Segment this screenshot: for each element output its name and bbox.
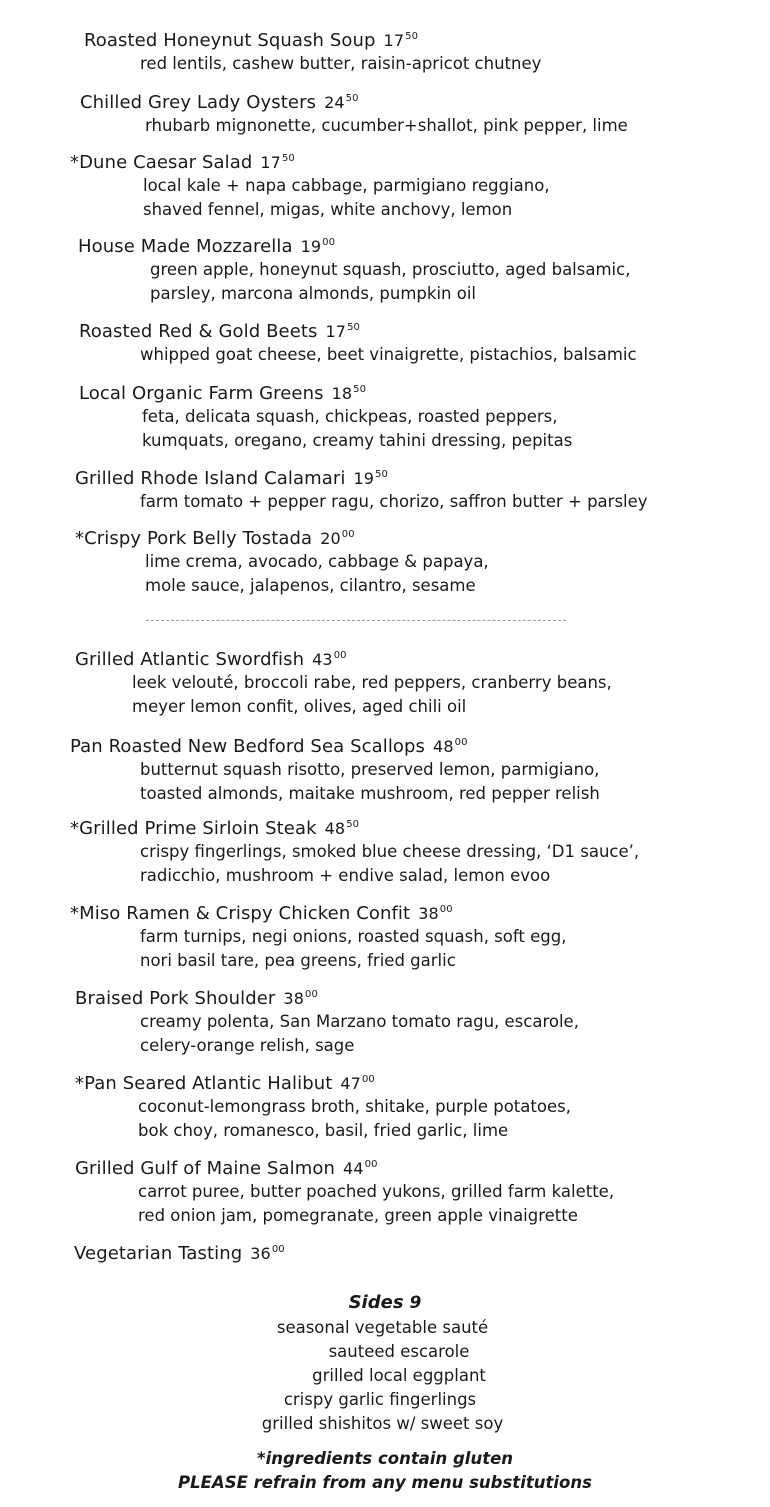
menu-item-description: nori basil tare, pea greens, fried garlic (140, 951, 456, 970)
menu-item (0, 464, 648, 514)
menu-item-description: parsley, marcona almonds, pumpkin oil (150, 284, 477, 303)
price-dollars: 17 (325, 322, 347, 341)
menu-item (0, 88, 628, 138)
menu-item-price (418, 904, 453, 923)
menu-item (0, 232, 630, 306)
price-cents: 00 (304, 989, 318, 1000)
menu-item-description: leek velouté, broccoli rabe, red peppers, cranberry beans, (132, 673, 612, 692)
menu-item-price (324, 93, 359, 112)
menu-item-price (320, 529, 355, 548)
price-cents: 00 (439, 904, 453, 915)
price-cents: 50 (405, 31, 419, 42)
price-dollars: 18 (331, 384, 353, 403)
menu-item-price (332, 384, 367, 403)
menu-item (0, 732, 600, 806)
menu-item-description: red lentils, cashew butter, raisin-apricot chutney (140, 54, 542, 73)
menu-item-description: mole sauce, jalapenos, cilantro, sesame (145, 576, 476, 595)
price-dollars: 17 (260, 153, 281, 172)
menu-item-title (80, 88, 628, 114)
menu-item-description: rhubarb mignonette, cucumber+shallot, pink pepper, lime (145, 116, 628, 135)
menu-item-name: Grilled Gulf of Maine Salmon (75, 1158, 336, 1179)
menu-item-description: butternut squash risotto, preserved lemon, parmigiano, (140, 760, 600, 779)
price-cents: 50 (353, 384, 367, 395)
menu-item-name: Roasted Honeynut Squash Soup (84, 30, 376, 51)
menu-item-description: local kale + napa cabbage, parmigiano reggiano, (143, 176, 550, 195)
menu-item-title (70, 732, 600, 758)
menu-item-name: Grilled Rhode Island Calamari (75, 468, 346, 489)
menu-item-name: Local Organic Farm Greens (79, 383, 324, 404)
sides-heading (0, 1290, 770, 1316)
menu-item-name: Pan Roasted New Bedford Sea Scallops (70, 736, 426, 757)
menu-item-price (340, 1074, 375, 1093)
menu-item-price (354, 469, 389, 488)
menu-item-price (301, 237, 336, 256)
menu-item-description: toasted almonds, maitake mushroom, red pepper relish (140, 784, 600, 803)
menu-item-price (283, 989, 318, 1008)
price-cents: 00 (364, 1159, 378, 1170)
price-cents: 00 (322, 237, 336, 248)
sides-section (0, 1290, 770, 1436)
menu-item-title (75, 984, 579, 1010)
menu-item (0, 26, 541, 76)
menu-item-description: lime crema, avocado, cabbage & papaya, (145, 552, 489, 571)
menu-item-description: kumquats, oregano, creamy tahini dressing, pepitas (142, 431, 573, 450)
side-item: grilled local eggplant (312, 1366, 486, 1385)
side-item: seasonal vegetable sauté (276, 1318, 489, 1337)
sides-title: Sides (348, 1292, 404, 1313)
price-dollars: 24 (324, 93, 345, 112)
price-dollars: 20 (320, 529, 341, 548)
logo-fragment (200, 0, 530, 4)
menu-item-title (79, 379, 572, 405)
menu-item-title (75, 1154, 614, 1180)
side-item: crispy garlic fingerlings (283, 1390, 477, 1409)
menu-item (0, 984, 579, 1058)
menu-item-title (75, 524, 489, 550)
menu-item-title (78, 232, 630, 258)
menu-item-description: coconut-lemongrass broth, shitake, purple potatoes, (138, 1097, 571, 1116)
price-cents: 00 (333, 650, 347, 661)
price-dollars: 36 (250, 1244, 271, 1263)
menu-item-price (250, 1244, 285, 1263)
price-dollars: 19 (353, 469, 375, 488)
sides-price: 9 (409, 1293, 422, 1313)
menu-item-name: *Miso Ramen & Crispy Chicken Confit (70, 903, 411, 924)
menu-item-description: whipped goat cheese, beet vinaigrette, pistachios, balsamic (140, 345, 637, 364)
menu-item-description: farm tomato + pepper ragu, chorizo, saffron butter + parsley (140, 492, 648, 511)
side-item: grilled shishitos w/ sweet soy (261, 1414, 504, 1433)
price-dollars: 43 (312, 650, 333, 669)
menu-item (0, 645, 612, 719)
price-dollars: 48 (324, 819, 346, 838)
sides-list (0, 1316, 770, 1436)
price-cents: 50 (375, 469, 388, 480)
menu-item-price (343, 1159, 378, 1178)
menu-item-title (79, 317, 637, 343)
menu-item-name: *Pan Seared Atlantic Halibut (75, 1073, 333, 1094)
menu-item-title (75, 645, 612, 671)
menu-item-price (325, 819, 360, 838)
section-divider (146, 620, 566, 621)
price-cents: 50 (281, 153, 295, 164)
menu-item-name: Roasted Red & Gold Beets (79, 321, 318, 342)
substitution-note: PLEASE refrain from any menu substitutions (178, 1473, 592, 1492)
price-dollars: 17 (383, 31, 405, 50)
menu-item (0, 1154, 614, 1228)
menu-item-price (384, 31, 419, 50)
menu-item-description: celery-orange relish, sage (140, 1036, 355, 1055)
price-dollars: 19 (300, 237, 322, 256)
price-cents: 00 (271, 1244, 285, 1255)
menu-item-description: creamy polenta, San Marzano tomato ragu, escarole, (140, 1012, 579, 1031)
menu-item-title (75, 464, 648, 490)
menu-item (0, 1239, 285, 1265)
menu-item-description: farm turnips, negi onions, roasted squash, soft egg, (140, 927, 567, 946)
menu-item-description: carrot puree, butter poached yukons, grilled farm kalette, (138, 1182, 615, 1201)
menu-item-name: *Grilled Prime Sirloin Steak (70, 818, 317, 839)
price-dollars: 38 (418, 904, 439, 923)
menu-item-name: *Crispy Pork Belly Tostada (75, 528, 313, 549)
menu-item-name: Grilled Atlantic Swordfish (75, 649, 305, 670)
menu-item-title (70, 148, 550, 174)
menu-item-description: red onion jam, pomegranate, green apple vinaigrette (138, 1206, 578, 1225)
price-dollars: 44 (343, 1159, 364, 1178)
menu-item-name: Vegetarian Tasting (74, 1243, 243, 1264)
menu-item-price (433, 737, 468, 756)
price-cents: 00 (341, 529, 355, 540)
price-cents: 00 (454, 737, 468, 748)
menu-item-description: crispy fingerlings, smoked blue cheese dressing, ‘D1 sauce’, (140, 842, 640, 861)
menu-notes (0, 1447, 770, 1495)
gluten-note: *ingredients contain gluten (256, 1449, 514, 1468)
menu-item (0, 148, 550, 222)
menu-item-name: Braised Pork Shoulder (75, 988, 276, 1009)
menu-item-price (260, 153, 295, 172)
price-dollars: 38 (283, 989, 304, 1008)
menu-item-description: meyer lemon confit, olives, aged chili oil (132, 697, 467, 716)
menu-item-name: House Made Mozzarella (78, 236, 293, 257)
price-cents: 50 (347, 322, 361, 333)
menu-item-name: Chilled Grey Lady Oysters (80, 92, 317, 113)
menu-item-title (70, 814, 639, 840)
menu-item-name: *Dune Caesar Salad (70, 152, 253, 173)
menu-item-description: bok choy, romanesco, basil, fried garlic, lime (138, 1121, 509, 1140)
menu-item (0, 899, 566, 973)
menu-item (0, 379, 572, 453)
price-cents: 00 (361, 1074, 375, 1085)
menu-item-title (74, 1239, 285, 1265)
menu-item-title (70, 899, 566, 925)
menu-item-price (312, 650, 347, 669)
price-cents: 50 (346, 819, 360, 830)
menu-item (0, 1069, 571, 1143)
menu-item-description: green apple, honeynut squash, prosciutto, aged balsamic, (150, 260, 631, 279)
menu-item (0, 814, 639, 888)
price-dollars: 47 (340, 1074, 361, 1093)
menu-item-description: shaved fennel, migas, white anchovy, lemon (143, 200, 513, 219)
menu-item (0, 317, 637, 367)
side-item: sauteed escarole (328, 1342, 470, 1361)
menu-item-title (84, 26, 541, 52)
menu-item-description: radicchio, mushroom + endive salad, lemon evoo (140, 866, 551, 885)
menu-item-description: feta, delicata squash, chickpeas, roasted peppers, (142, 407, 558, 426)
menu-item (0, 524, 489, 598)
menu-item-title (75, 1069, 571, 1095)
price-cents: 50 (345, 93, 359, 104)
price-dollars: 48 (433, 737, 454, 756)
menu-item-price (326, 322, 361, 341)
